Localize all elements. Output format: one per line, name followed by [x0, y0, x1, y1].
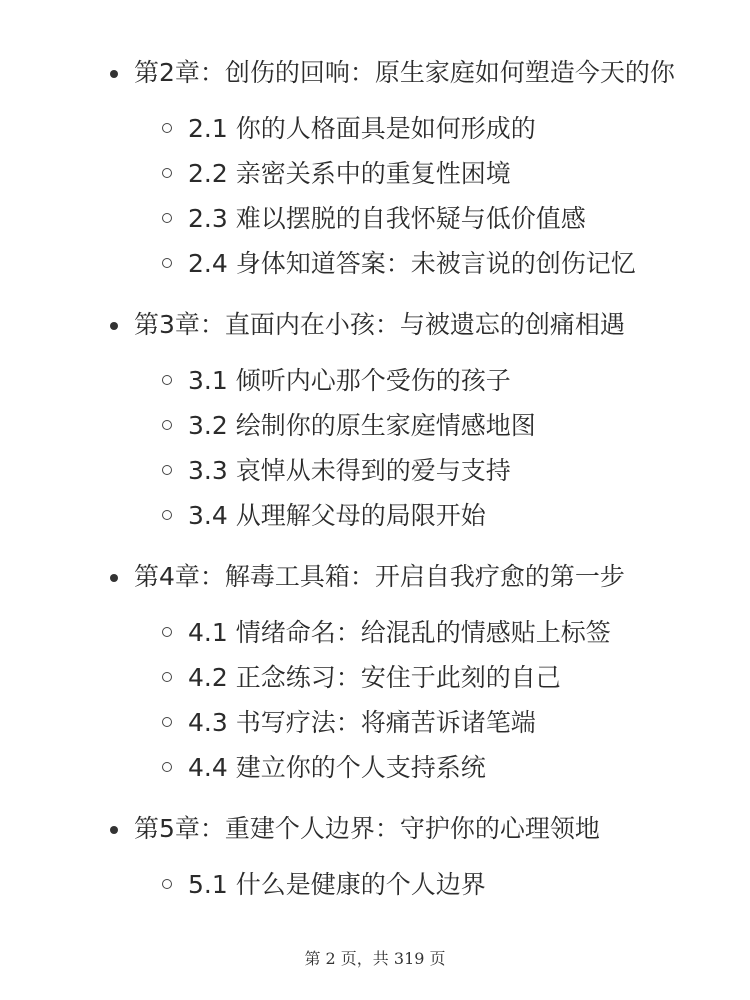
chapter-3-title [0, 306, 750, 343]
circle-bullet-icon [162, 123, 172, 133]
section-title: 2.3 难以摆脱的自我怀疑与低价值感 [188, 204, 586, 233]
circle-bullet-icon [162, 879, 172, 889]
chapter-title: 第4章：解毒工具箱：开启自我疗愈的第一步 [134, 562, 625, 591]
page-number: 第 2 页，共 319 页 [304, 949, 446, 968]
chapter-3-sections [0, 358, 750, 538]
chapter-5-title [0, 810, 750, 847]
circle-bullet-icon [162, 510, 172, 520]
list-item [0, 403, 750, 448]
chapter-title: 第3章：直面内在小孩：与被遗忘的创痛相遇 [134, 310, 625, 339]
bullet-icon [110, 826, 118, 834]
list-item [0, 151, 750, 196]
list-item [0, 610, 750, 655]
bullet-icon [110, 322, 118, 330]
chapter-4-sections [0, 610, 750, 790]
section-title: 4.3 书写疗法：将痛苦诉诸笔端 [188, 708, 536, 737]
section-title: 2.4 身体知道答案：未被言说的创伤记忆 [188, 249, 636, 278]
chapter-2-title [0, 54, 750, 91]
circle-bullet-icon [162, 258, 172, 268]
chapter-5-sections [0, 862, 750, 907]
section-title: 2.2 亲密关系中的重复性困境 [188, 159, 511, 188]
list-item [0, 358, 750, 403]
circle-bullet-icon [162, 420, 172, 430]
list-item [0, 106, 750, 151]
bullet-icon [110, 70, 118, 78]
list-item [0, 700, 750, 745]
circle-bullet-icon [162, 168, 172, 178]
circle-bullet-icon [162, 213, 172, 223]
list-item [0, 862, 750, 907]
circle-bullet-icon [162, 717, 172, 727]
chapter-title: 第2章：创伤的回响：原生家庭如何塑造今天的你 [134, 58, 675, 87]
section-title: 3.4 从理解父母的局限开始 [188, 501, 486, 530]
circle-bullet-icon [162, 672, 172, 682]
chapter-4-title [0, 558, 750, 595]
circle-bullet-icon [162, 627, 172, 637]
circle-bullet-icon [162, 375, 172, 385]
list-item [0, 196, 750, 241]
bullet-icon [110, 574, 118, 582]
list-item [0, 493, 750, 538]
circle-bullet-icon [162, 762, 172, 772]
list-item [0, 448, 750, 493]
section-title: 3.3 哀悼从未得到的爱与支持 [188, 456, 511, 485]
section-title: 3.2 绘制你的原生家庭情感地图 [188, 411, 536, 440]
chapter-2-sections [0, 106, 750, 286]
section-title: 4.1 情绪命名：给混乱的情感贴上标签 [188, 618, 611, 647]
section-title: 4.4 建立你的个人支持系统 [188, 753, 486, 782]
list-item [0, 655, 750, 700]
chapter-title: 第5章：重建个人边界：守护你的心理领地 [134, 814, 600, 843]
circle-bullet-icon [162, 465, 172, 475]
section-title: 5.1 什么是健康的个人边界 [188, 870, 486, 899]
list-item [0, 745, 750, 790]
section-title: 4.2 正念练习：安住于此刻的自己 [188, 663, 561, 692]
list-item [0, 241, 750, 286]
section-title: 3.1 倾听内心那个受伤的孩子 [188, 366, 511, 395]
section-title: 2.1 你的人格面具是如何形成的 [188, 114, 536, 143]
